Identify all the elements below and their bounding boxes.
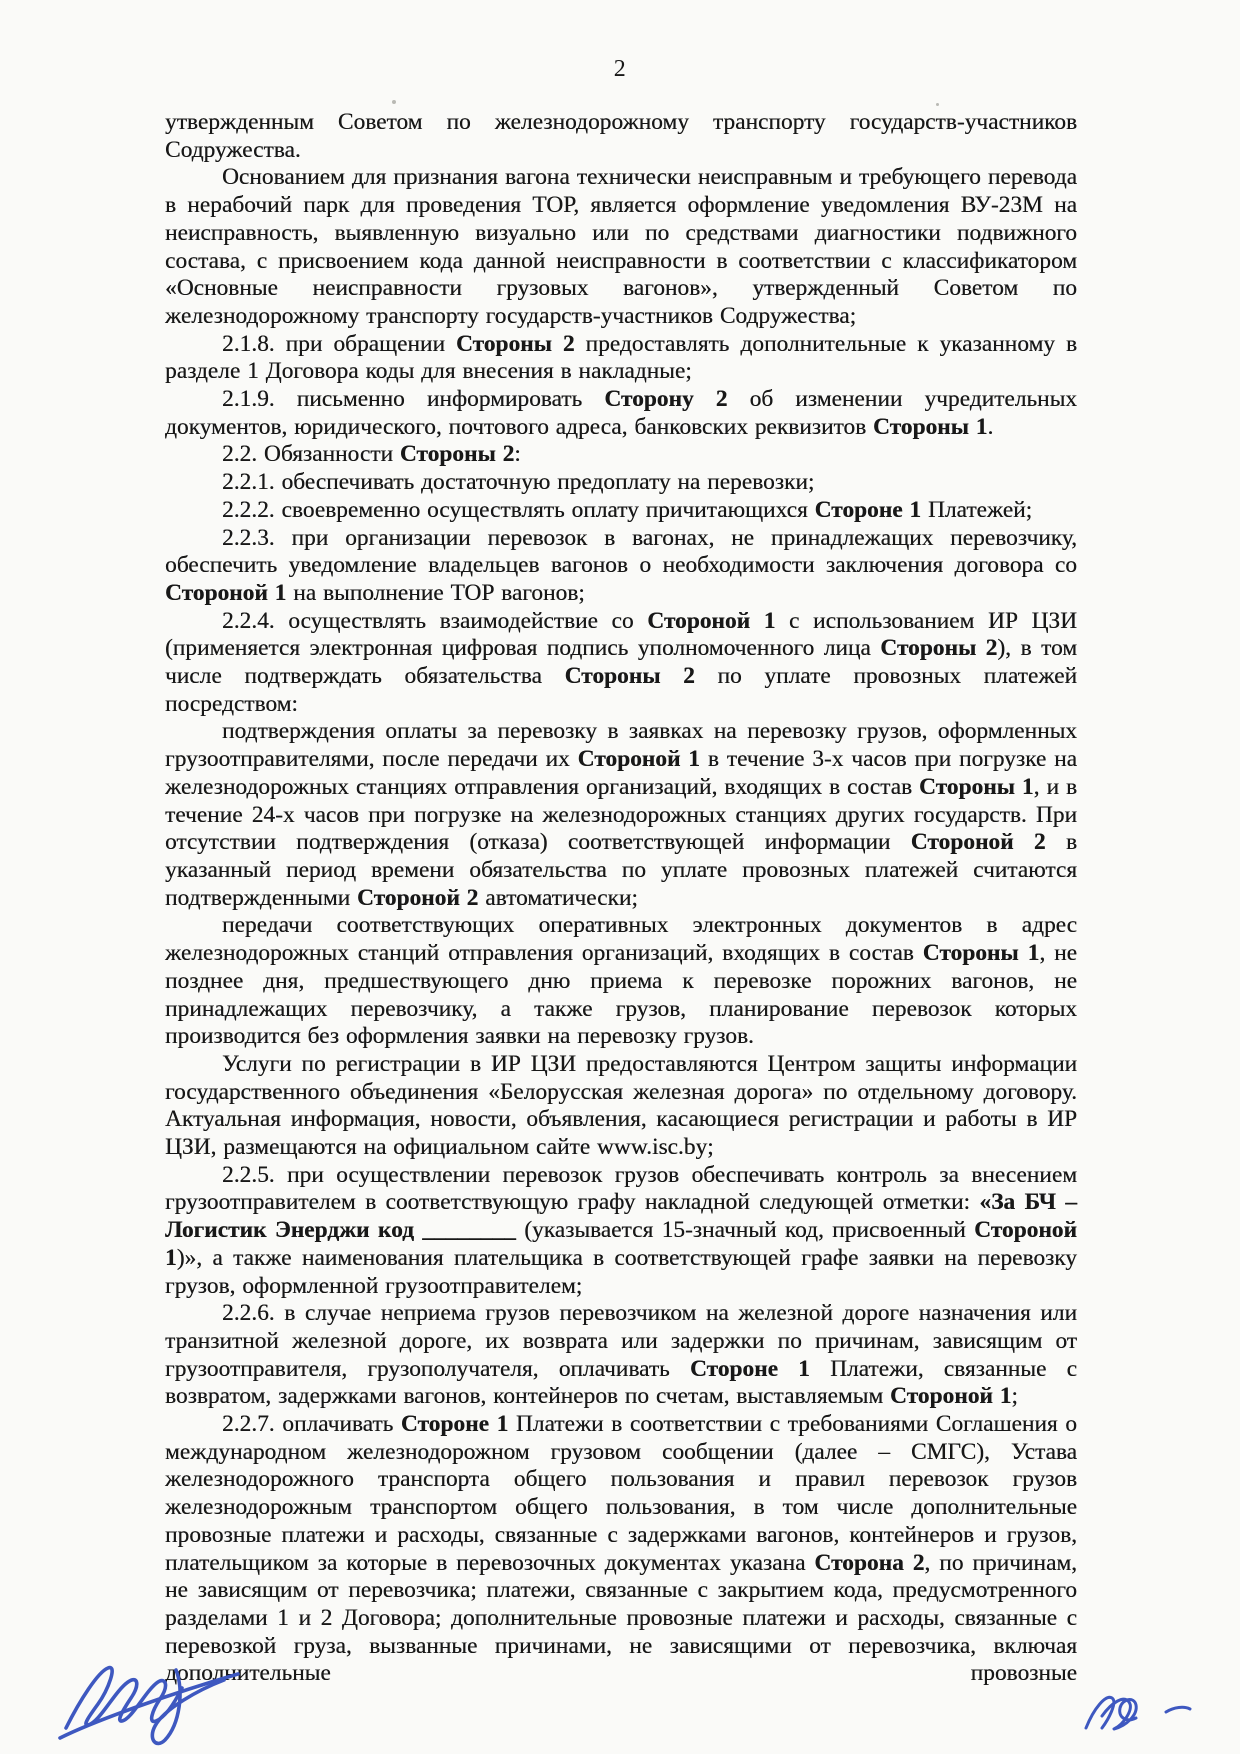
paragraph [165,525,1077,608]
scan-speck [936,103,939,106]
text-run: об изменении учредительных документов, юридического, почтового адреса, банковских реквизитов [165,386,1077,440]
text-run: 2.2.3. при организации перевозок в вагонах, не принадлежащих перевозчику, обеспечить уведомление владельцев вагонов о необходимости заключения договора со [165,524,1077,579]
bold-text-run: Стороной 2 [357,884,479,911]
bold-text-run: Сторону 2 [604,386,728,413]
text-run: Платежи, связанные с возвратом, задержками вагонов, контейнеров по счетам, выставляемым [165,1355,1077,1410]
text-run: : [514,441,521,468]
text-run: 2.2. Обязанности [222,441,400,468]
bold-text-run: «За БЧ – Логистик Энерджи код [165,1189,1077,1244]
text-run: подтверждения оплаты за перевозку в заявках на перевозку грузов, оформленных грузоотправителями, после передачи их [165,718,1077,773]
bold-text-run: ________ [422,1217,516,1244]
paragraph [165,469,1077,497]
paragraph [165,1411,1077,1688]
bold-text-run: Стороне 1 [814,496,922,523]
text-run: Услуги по регистрации в ИР ЦЗИ предоставляются Центром защиты информации государственного объединения «Белорусская железная дорога» по отдельному договору. Актуальная информация, новости, объявления, касающиеся регистрации и работы в ИР ЦЗИ, размещаются на официальном сайте www.isc.by; [165,1050,1077,1161]
text-run: автоматически; [478,884,638,911]
text-run: , по причинам, не зависящим от перевозчика; платежи, связанные с закрытием кода, предусмотренного разделами 1 и 2 Договора; дополнительные провозные платежи и расходы, связанные с перевозкой груза, вызванные причинами, не зависящими от перевозчика, включая дополнительные провозные [165,1549,1077,1687]
text-run: утвержденным Советом по железнодорожному транспорту государств-участников Содружества. [165,109,1077,163]
bold-text-run: Стороной 1 [165,1217,1077,1271]
text-run: предоставлять дополнительные к указанному в разделе 1 Договора коды для внесения в накладные; [165,330,1077,385]
paragraph [165,109,1077,164]
paragraph [165,164,1077,330]
paragraph [165,718,1077,912]
text-run: , и в течение 24-х часов при погрузке на железнодорожных станциях других государств. При отсутствии подтверждения (отказа) соответствующей информации [165,773,1078,856]
paragraph [165,386,1077,441]
text-run: )», а также наименования плательщика в соответствующей графе заявки на перевозку грузов, оформленной грузоотправителем; [165,1244,1077,1299]
text-run: 2.2.1. обеспечивать достаточную предоплату на перевозки; [222,469,815,496]
paragraph [165,331,1077,386]
text-run: 2.2.6. в случае неприема грузов перевозчиком на железной дороге назначения или транзитной железной дороге, их возврата или задержки по причинам, зависящим от грузоотправителя, грузополучателя, оплачивать [165,1300,1077,1382]
text-run: Основанием для признания вагона технически неисправным и требующего перевода в нерабочий парк для проведения ТОР, является оформление уведомления ВУ-23М на неисправность, выявленную визуально или по средствами диагностики подвижного состава, с присвоением кода данной неисправности в соответствии с классификатором «Основные неисправности грузовых вагонов», утвержденный Советом по железнодорожному транспорту государств-участников Содружества; [165,164,1077,329]
text-run: Платежей; [921,496,1033,523]
handwritten-initials-icon [1078,1682,1198,1740]
paragraph [165,1051,1077,1162]
text-run: 2.2.5. при осуществлении перевозок грузов обеспечивать контроль за внесением грузоотправителем в соответствующую графу накладной следующей отметки: [165,1161,1077,1216]
bold-text-run: Стороне 1 [689,1355,810,1382]
text-run: с использованием ИР ЦЗИ (применяется электронная цифровая подпись уполномоченного лица [165,607,1077,662]
text-run: 2.2.7. оплачивать [222,1411,401,1438]
text-run: по уплате провозных платежей посредством: [165,663,1077,717]
bold-text-run: Стороной 2 [910,829,1046,856]
bold-text-run: Стороной 1 [647,607,776,634]
text-run: (указывается 15-значный код, присвоенный [515,1217,975,1244]
text-run: на выполнение ТОР вагонов; [286,579,585,606]
page-number: 2 [613,56,627,82]
text-run: 2.2.2. своевременно осуществлять оплату причитающихся [222,496,815,523]
bold-text-run: Стороны 2 [564,663,695,690]
bold-text-run: Стороной 1 [165,579,287,606]
bold-text-run: Стороной 1 [890,1383,1012,1410]
bold-text-run: Стороне 1 [400,1411,509,1438]
bold-text-run: Сторона 2 [814,1549,925,1576]
paragraph [165,441,1077,469]
scan-speck [392,100,396,104]
paragraph [165,497,1077,525]
bold-text-run: Стороны 2 [880,635,998,662]
bold-text-run: Стороны 1 [919,773,1034,800]
text-run: ; [1011,1383,1018,1410]
text-run: . [987,413,994,440]
bold-text-run: Стороны 1 [873,413,988,440]
paragraph [165,912,1077,1051]
text-run: 2.1.9. письменно информировать [222,386,605,413]
document-body [165,109,1077,1688]
bold-text-run: Стороны 2 [455,330,575,357]
bold-text-run: Стороны 2 [399,441,515,468]
text-run: в течение 3-х часов при погрузке на железнодорожных станциях отправления организаций, входящих в состав [165,746,1078,800]
text-run: ), в том числе подтверждать обязательства [165,635,1078,690]
paragraph [165,1162,1077,1301]
text-run: передачи соответствующих оперативных электронных документов в адрес железнодорожных станций отправления организаций, входящих в состав [165,912,1077,967]
text-run: Платежи в соответствии с требованиями Соглашения о международном железнодорожном грузовом сообщении (далее – СМГС), Устава железнодорожного транспорта общего пользования и правил перевозок грузов железнодорожным транспортом общего пользования, в том числе дополнительные провозные платежи и расходы, связанные с задержками вагонов, контейнеров и грузов, плательщиком за которые в перевозочных документах указана [165,1411,1077,1576]
bold-text-run: Стороной 1 [577,746,700,773]
text-run: 2.1.8. при обращении [222,330,456,357]
bold-text-run: Стороны 1 [922,940,1040,967]
paragraph [165,608,1077,719]
text-run: , не позднее дня, предшествующего дню приема к перевозке порожних вагонов, не принадлежащих перевозчику, а также грузов, планирование перевозок которых производится без оформления заявки на перевозку грузов. [165,940,1077,1050]
text-run: 2.2.4. осуществлять взаимодействие со [222,607,648,634]
text-run: в указанный период времени обязательства по уплате провозных платежей считаются подтвержденными [165,829,1077,911]
paragraph [165,1300,1077,1411]
